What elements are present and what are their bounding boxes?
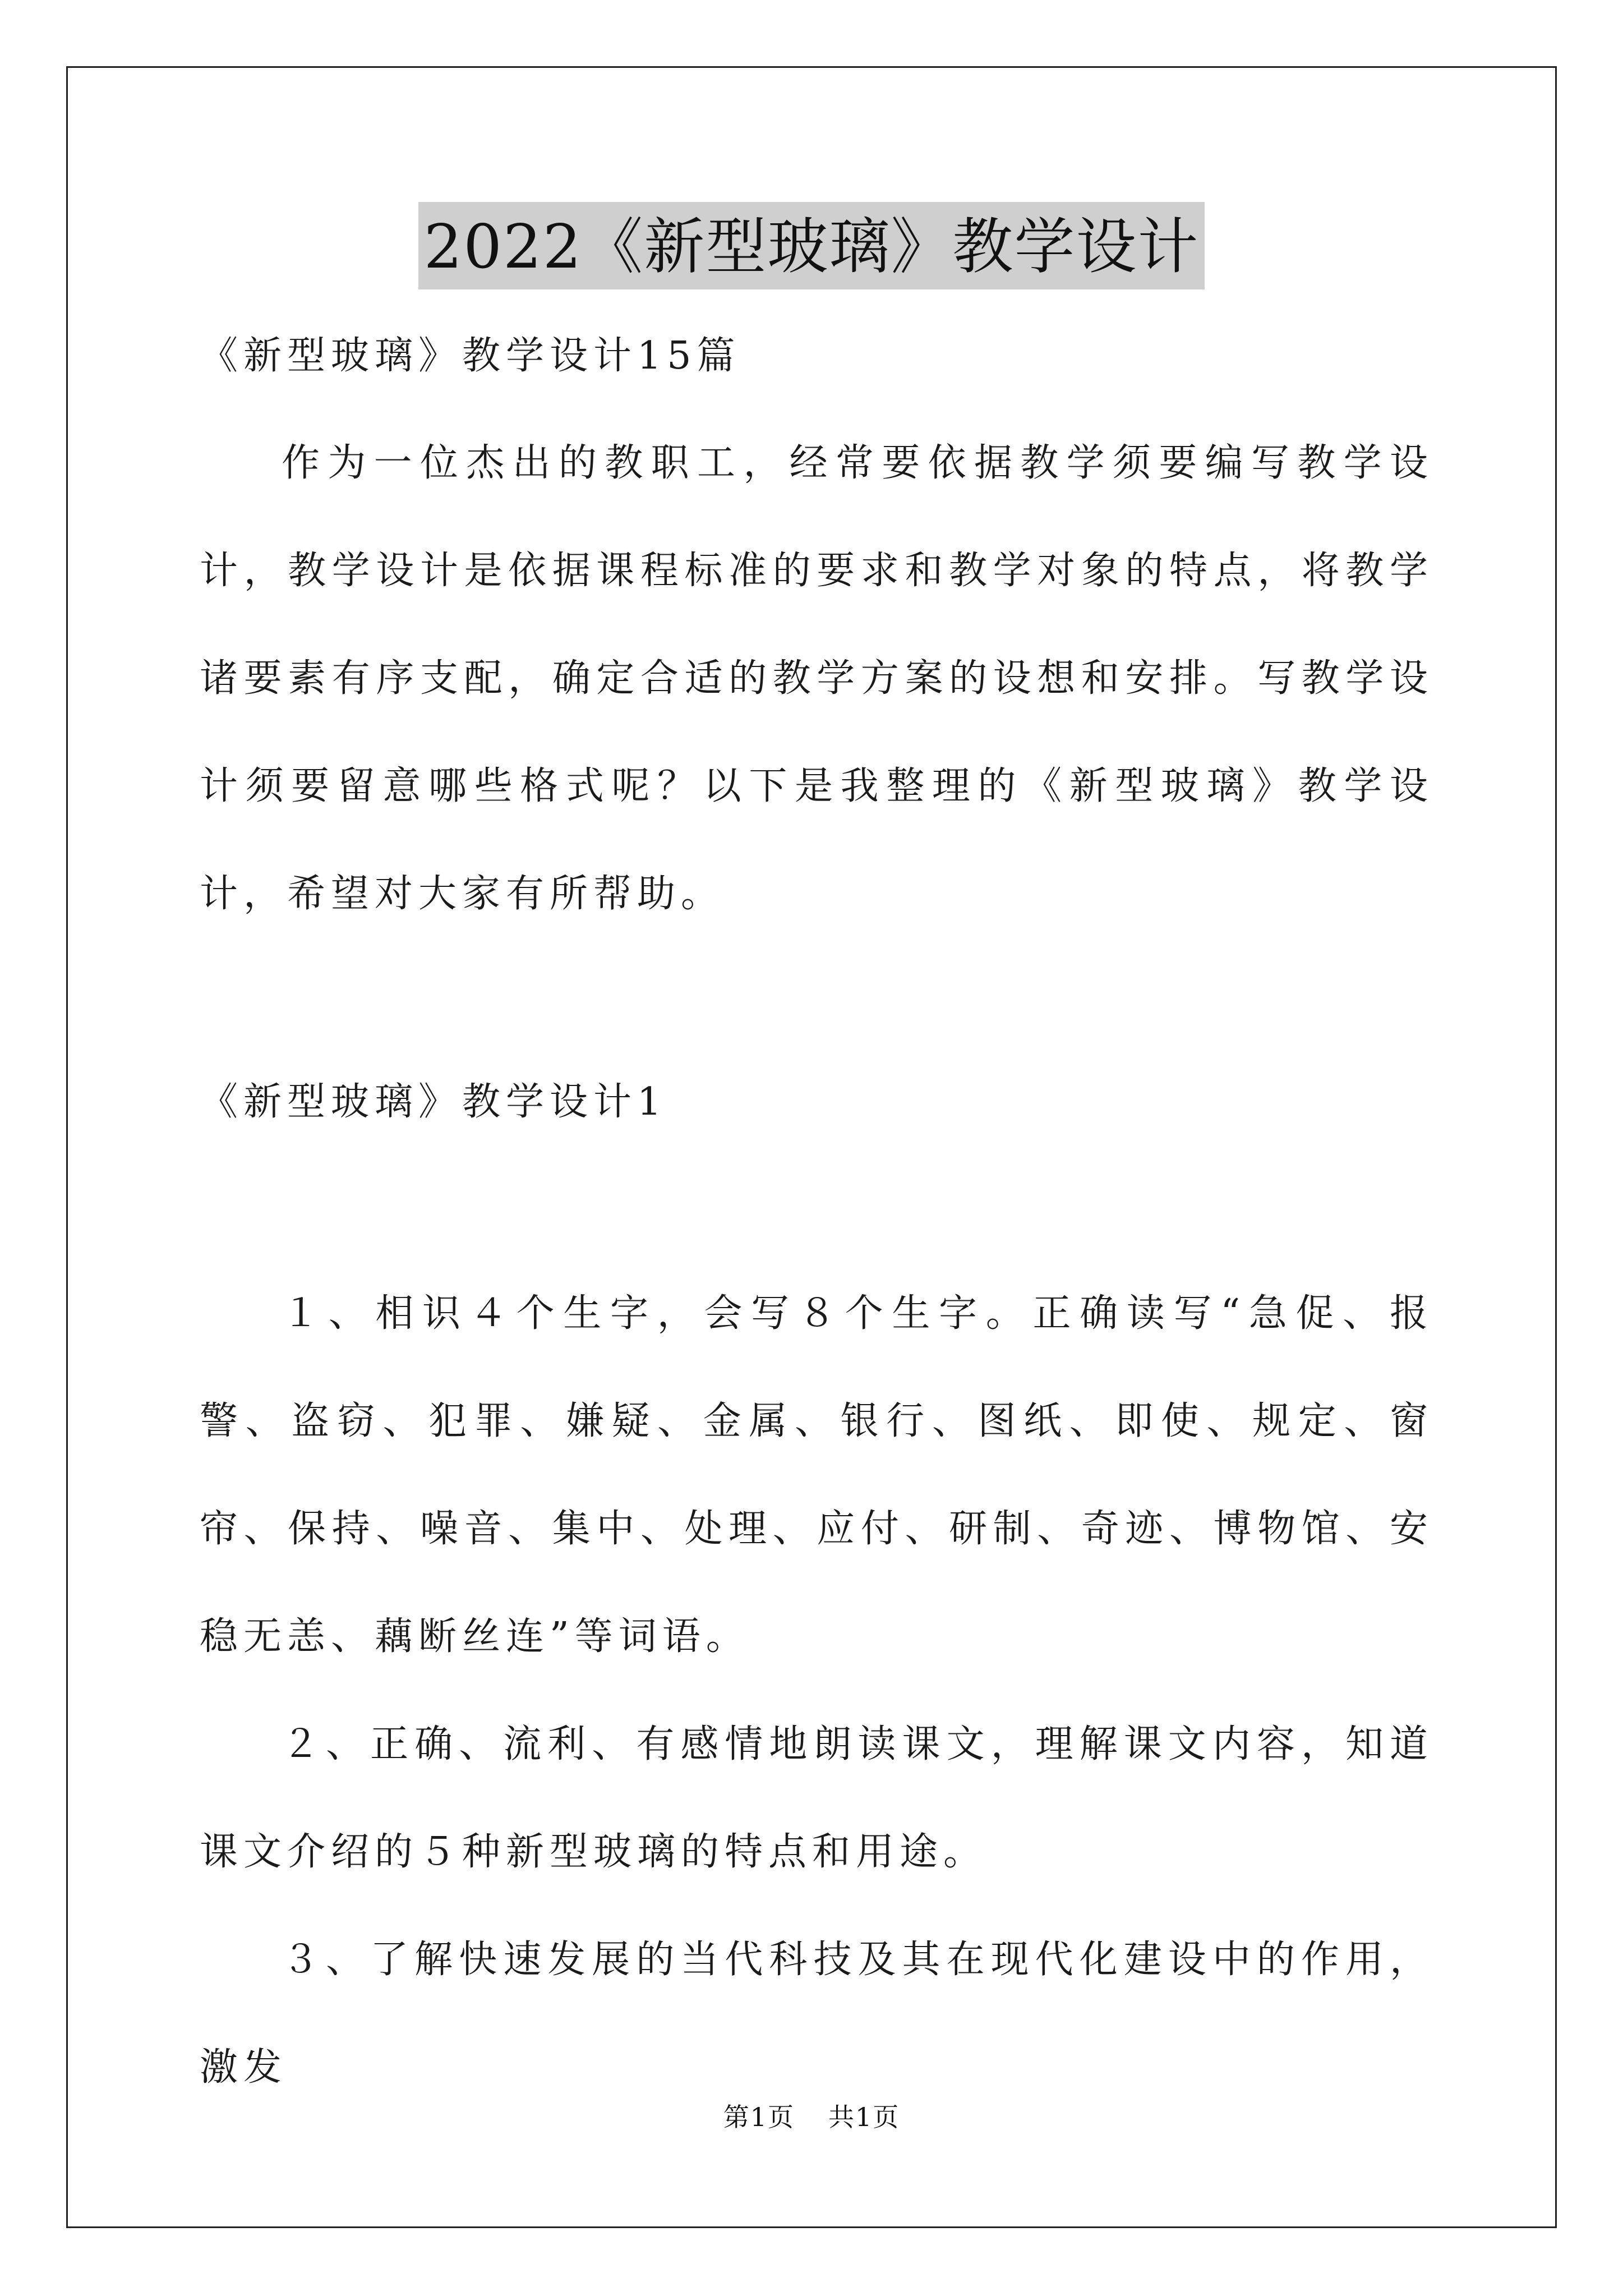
- title-container: [0, 202, 1623, 289]
- list-item: １、相识４个生字，会写８个生字。正确读写“急促、报警、盗窃、犯罪、嫌疑、金属、银行、图纸、即使、规定、窗帘、保持、噪音、集中、处理、应付、研制、奇迹、博物馆、安稳无恙、藕断丝连”等词语。: [200, 1291, 1433, 1659]
- intro-paragraph: 作为一位杰出的教职工，经常要依据教学须要编写教学设计，教学设计是依据课程标准的要求和教学对象的特点，将教学诸要素有序支配，确定合适的教学方案的设想和安排。写教学设计须要留意哪些格式呢？以下是我整理的《新型玻璃》教学设计，希望对大家有所帮助。: [200, 441, 1433, 916]
- document-body: [200, 303, 1433, 2122]
- document-subtitle: 《新型玻璃》教学设计15篇: [200, 334, 741, 378]
- document-title: 2022《新型玻璃》教学设计: [418, 202, 1205, 289]
- spacer: [200, 948, 1433, 1049]
- list-item: ３、了解快速发展的当代科技及其在现代化建设中的作用，激发: [200, 1938, 1433, 2090]
- page-total: 共1页: [828, 2102, 900, 2132]
- page-number: 第1页: [723, 2102, 795, 2132]
- section-heading: 《新型玻璃》教学设计1: [200, 1080, 667, 1124]
- list-item: ２、正确、流利、有感情地朗读课文，理解课文内容，知道课文介绍的５种新型玻璃的特点和用途。: [200, 1722, 1433, 1874]
- page-footer: [0, 2097, 1623, 2134]
- spacer: [200, 1156, 1433, 1260]
